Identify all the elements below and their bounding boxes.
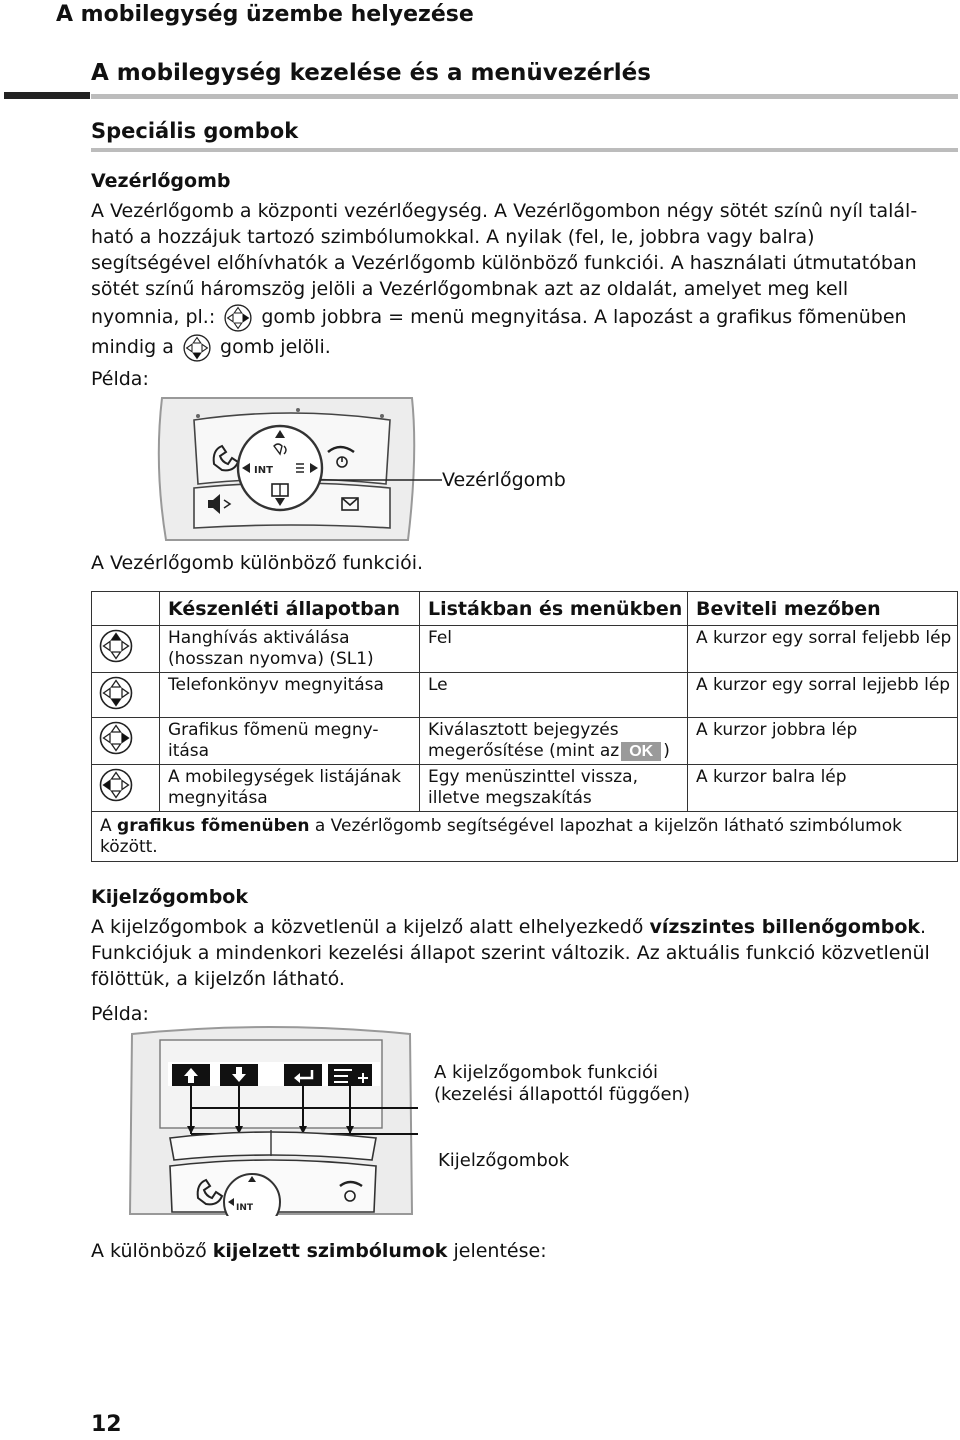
back-icon xyxy=(284,1064,322,1086)
arrow-up-icon xyxy=(172,1064,210,1086)
control-key-description xyxy=(91,198,957,362)
table-cell: A mobilegységek listájának megnyitása xyxy=(160,765,420,812)
control-key-left-icon xyxy=(98,767,134,803)
section-rule-dark xyxy=(4,92,90,99)
table-header-row xyxy=(92,592,958,626)
table-note-row xyxy=(92,812,958,862)
table-cell: A kurzor egy sorral lejjebb lép xyxy=(688,673,958,718)
text-line: A Vezérlőgomb a központi vezérlőegység. A Vezérlõgombon négy sötét színû nyíl talál- xyxy=(91,200,918,222)
chapter-title: A mobilegység üzembe helyezése xyxy=(56,2,474,27)
table-cell: Egy menüszinttel vissza, illetve megszakítás xyxy=(420,765,688,812)
control-key-callout: Vezérlőgomb xyxy=(442,469,566,491)
text-line: Funkciójuk a mindenkori kezelési állapot szerint változik. Az aktuális funkció közvetlenül xyxy=(91,942,930,964)
text-line: A kijelzőgombok a közvetlenül a kijelző alatt elhelyezkedő vízszintes billenőgombok. xyxy=(91,916,927,938)
table-cell: A kurzor balra lép xyxy=(688,765,958,812)
table-cell: Hanghívás aktiválása (hosszan nyomva) (SL1) xyxy=(160,626,420,673)
table-cell: A kurzor egy sorral feljebb lép xyxy=(688,626,958,673)
control-key-down-icon xyxy=(180,333,214,363)
table-cell: A kurzor jobbra lép xyxy=(688,718,958,765)
subsection-title: Speciális gombok xyxy=(91,119,299,143)
table-cell: Fel xyxy=(420,626,688,673)
table-header-standby: Készenléti állapotban xyxy=(160,592,420,626)
int-label-icon: INT xyxy=(254,465,273,476)
table-row xyxy=(92,626,958,673)
control-key-function-table xyxy=(91,591,958,862)
control-key-heading: Vezérlőgomb xyxy=(91,170,231,192)
phone-display-illustration xyxy=(128,1026,418,1216)
arrow-down-icon xyxy=(220,1064,258,1086)
int-label-icon: INT xyxy=(236,1203,254,1213)
table-cell: Le xyxy=(420,673,688,718)
table-cell-icon xyxy=(92,718,160,765)
table-header-lists: Listákban és menükben xyxy=(420,592,688,626)
table-header-input: Beviteli mezőben xyxy=(688,592,958,626)
ok-key-label: OK xyxy=(621,742,661,761)
table-cell-icon xyxy=(92,673,160,718)
table-note: A grafikus fõmenüben a Vezérlõgomb segítségével lapozhat a kijelzõn látható szimbólumok között. xyxy=(92,812,958,862)
table-cell: Telefonkönyv megnyitása xyxy=(160,673,420,718)
example-label-2: Példa: xyxy=(91,1003,149,1025)
text-line: segítségével előhívhatók a Vezérlőgomb különböző funkciói. A használati útmutatóban xyxy=(91,252,917,274)
text-line: fölöttük, a kijelzőn látható. xyxy=(91,968,345,990)
control-key-down-icon xyxy=(98,675,134,711)
table-cell: Kiválasztott bejegyzés megerősítése (mint az OK ) xyxy=(420,718,688,765)
control-key-right-icon xyxy=(98,720,134,756)
symbols-intro: A különböző kijelzett szimbólumok jelentése: xyxy=(91,1240,547,1262)
table-cell-icon xyxy=(92,765,160,812)
text-line: mindig a gomb jelöli. xyxy=(91,332,957,362)
table-row xyxy=(92,765,958,812)
section-rule xyxy=(91,94,958,99)
control-key-right-icon xyxy=(221,303,255,333)
subsection-rule xyxy=(91,148,958,152)
phone-keypad-illustration xyxy=(150,396,450,542)
callout-line: (kezelési állapottól függően) xyxy=(434,1084,691,1105)
table-cell-icon xyxy=(92,626,160,673)
text-line: sötét színű háromszög jelöli a Vezérlőgombnak azt az oldalát, amelyet meg kell xyxy=(91,278,849,300)
text-line: ható a hozzájuk tartozó szimbólumokkal. A nyilak (fel, le, jobbra vagy balra) xyxy=(91,226,815,248)
page-number: 12 xyxy=(91,1412,122,1437)
example-label: Példa: xyxy=(91,368,149,390)
section-title: A mobilegység kezelése és a menüvezérlés xyxy=(91,60,651,86)
display-keys-heading: Kijelzőgombok xyxy=(91,886,249,908)
table-header-blank xyxy=(92,592,160,626)
display-keys-description xyxy=(91,914,957,992)
display-keys-functions-callout xyxy=(434,1062,690,1106)
table-row xyxy=(92,718,958,765)
table-cell: Grafikus fõmenü megny-itása xyxy=(160,718,420,765)
table-row xyxy=(92,673,958,718)
figure-caption: A Vezérlőgomb különböző funkciói. xyxy=(91,552,424,574)
callout-line: A kijelzőgombok funkciói xyxy=(434,1062,659,1083)
menu-add-icon xyxy=(328,1064,372,1086)
text-line: nyomnia, pl.: gomb jobbra = menü megnyitása. A lapozást a grafikus fõmenüben xyxy=(91,302,957,332)
control-key-up-icon xyxy=(98,628,134,664)
display-keys-callout: Kijelzőgombok xyxy=(438,1150,570,1171)
